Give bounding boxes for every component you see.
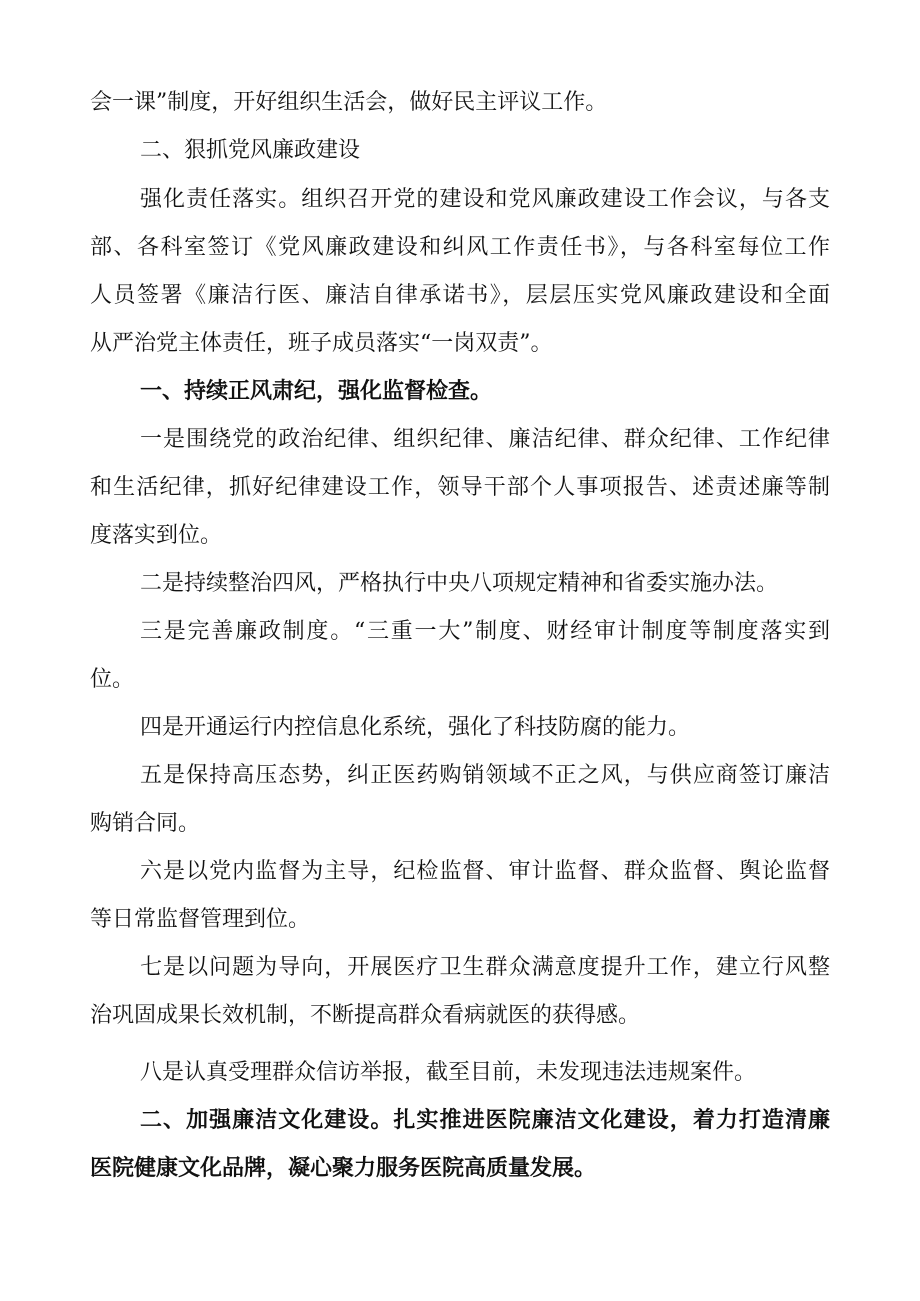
paragraph-line: 六是以党内监督为主导，纪检监督、审计监督、群众监督、舆论监督 — [140, 859, 830, 884]
section-heading-bold: 二、加强廉洁文化建设。扎实推进医院廉洁文化建设，着力打造清廉 — [140, 1108, 830, 1133]
paragraph-line: 等日常监督管理到位。 — [90, 907, 311, 932]
paragraph-line: 治巩固成果长效机制，不断提高群众看病就医的获得感。 — [90, 1003, 641, 1028]
paragraph-line: 人员签署《廉洁行医、廉洁自律承诺书》，层层压实党风廉政建设和全面 — [90, 283, 830, 308]
paragraph-line: 购销合同。 — [90, 811, 201, 836]
paragraph-line: 一是围绕党的政治纪律、组织纪律、廉洁纪律、群众纪律、工作纪律 — [140, 427, 830, 452]
paragraph-line: 会一课”制度，开好组织生活会，做好民主评议工作。 — [90, 90, 608, 115]
paragraph-line: 二是持续整治四风，严格执行中央八项规定精神和省委实施办法。 — [140, 571, 779, 596]
paragraph-line: 四是开通运行内控信息化系统，强化了科技防腐的能力。 — [140, 715, 691, 740]
paragraph-line: 七是以问题为导向，开展医疗卫生群众满意度提升工作，建立行风整 — [140, 955, 830, 980]
paragraph-line: 八是认真受理群众信访举报，截至目前，未发现违法违规案件。 — [140, 1060, 757, 1085]
paragraph-line: 度落实到位。 — [90, 523, 223, 548]
paragraph-line: 位。 — [90, 667, 135, 692]
paragraph-line: 强化责任落实。组织召开党的建设和党风廉政建设工作会议，与各支 — [140, 187, 830, 212]
paragraph-line: 五是保持高压态势，纠正医药购销领域不正之风，与供应商签订廉洁 — [140, 763, 830, 788]
paragraph-line-bold: 医院健康文化品牌，凝心聚力服务医院高质量发展。 — [90, 1156, 597, 1181]
section-heading: 二、狠抓党风廉政建设 — [140, 138, 361, 163]
paragraph-line: 从严治党主体责任，班子成员落实“一岗双责”。 — [90, 331, 553, 356]
paragraph-line: 和生活纪律，抓好纪律建设工作，领导干部个人事项报告、述责述廉等制 — [90, 475, 830, 500]
paragraph-line: 部、各科室签订《党风廉政建设和纠风工作责任书》，与各科室每位工作 — [90, 235, 830, 260]
subsection-heading: 一、持续正风肃纪，强化监督检查。 — [140, 379, 493, 404]
paragraph-line: 三是完善廉政制度。“三重一大”制度、财经审计制度等制度落实到 — [140, 619, 830, 644]
